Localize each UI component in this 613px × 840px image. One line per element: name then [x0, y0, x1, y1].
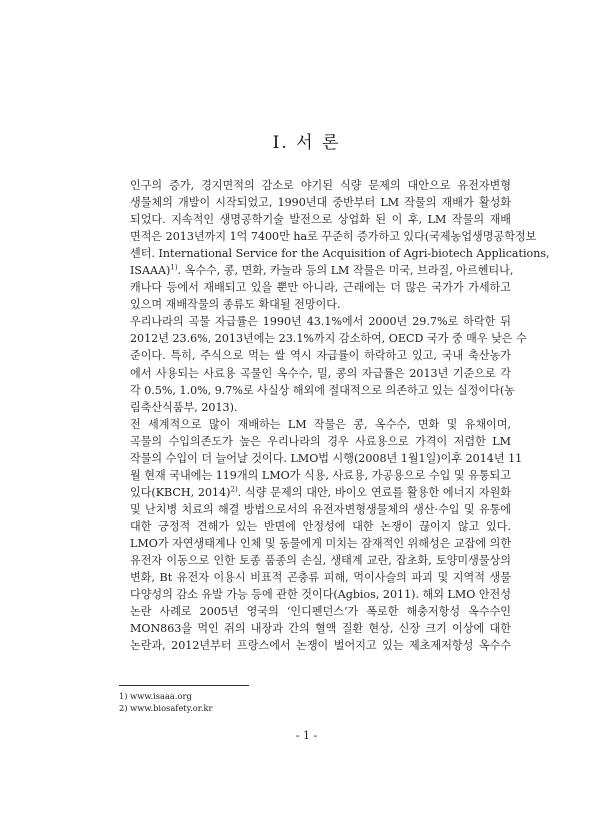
text-line: 전 세계적으로 많이 재배하는 LM 작물은 콩, 옥수수, 면화 및 유채이며,	[130, 417, 511, 431]
text-line: 및 난치병 치료의 해결 방법으로서의 유전자변형생물체의 생산·수입 및 유통에	[130, 502, 511, 516]
text-line: 대한 긍정적 견해가 있는 반면에 안정성에 대한 논쟁이 끊이지 않고 있다.	[130, 519, 511, 533]
text-line: 인구의 증가, 경지면적의 감소로 야기된 식량 문제의 대안으로 유전자변형	[130, 179, 511, 192]
chapter-title: Ⅰ. 서 론	[272, 133, 341, 153]
text-line: 되었다. 지속적인 생명공학기술 발전으로 상업화 된 이 후, LM 작물의 재배	[130, 213, 511, 227]
paragraph-3	[119, 416, 523, 655]
footnotes	[119, 690, 213, 714]
text-line: 각 0.5%, 1.0%, 9.7%로 사실상 해외에 절대적으로 의존하고 있는 실정이다(농	[130, 383, 515, 397]
footnote-2: 2) www.biosafety.or.kr	[119, 703, 213, 713]
text-line: 생물체의 개발이 시작되었고, 1990년대 중반부터 LM 작물의 재배가 활성화	[130, 196, 511, 210]
footnote-divider	[119, 685, 249, 686]
paragraph-2	[119, 313, 527, 415]
text-line: ISAAA)$^{1)}$. 옥수수, 콩, 면화, 카놀라 등의 LM 작물은 미국, 브라질, 아르헨티나,	[130, 263, 514, 278]
text-line: 2012년 23.6%, 2013년에는 23.1%까지 감소하여, OECD 국가 중 매우 낮은 수	[130, 332, 527, 346]
paragraph-1	[119, 177, 550, 313]
text-line: 있으며 재배작물의 종류도 확대될 전망이다.	[130, 298, 341, 312]
text-line: 센터. International Service for the Acquisition of Agri-biotech Applications,	[130, 247, 550, 261]
text-line: 우리나라의 곡물 자급률은 1990년 43.1%에서 2000년 29.7%로 하락한 뒤	[130, 315, 511, 329]
text-line: 면적은 2013년까지 1억 7400만 ha로 꾸준히 증가하고 있다(국제농업생명공학정보	[130, 230, 537, 244]
text-line: 에서 사용되는 사료용 곡물인 옥수수, 밀, 콩의 자급률은 2013년 기준으로 각	[130, 366, 511, 380]
text-line: 준이다. 특히, 주식으로 먹는 쌀 역시 자급률이 하락하고 있고, 국내 축산농가	[130, 349, 511, 363]
text-line: 유전자 이동으로 인한 토종 품종의 손실, 생태계 교란, 잡초화, 토양미생물상의	[130, 554, 511, 568]
text-line: 다양성의 감소 유발 가능 등에 관한 것이다(Agbios, 2011). 해외 LMO 안전성	[130, 588, 511, 602]
text-line: 있다(KBCH, 2014)$^{2)}$. 식량 문제의 대안, 바이오 연료를 활용한 에너지 자원화	[130, 485, 512, 499]
footnote-marker: 1)	[170, 263, 178, 272]
text-line: 변화, Bt 유전자 이용시 비표적 곤충류 피해, 먹이사슬의 파괴 및 지역적 생물	[130, 571, 511, 585]
text-line: 논란과, 2012년부터 프랑스에서 논쟁이 벌어지고 있는 제초제저항성 옥수수	[130, 639, 511, 653]
text-line: 작물의 수입이 더 늘어날 것이다. LMO법 시행(2008년 1월1일)이후 2014년 11	[130, 451, 523, 465]
text-line: 림축산식품부, 2013).	[130, 400, 238, 414]
text-line: 캐나다 등에서 재배되고 있을 뿐만 아니라, 근래에는 더 많은 국가가 가세하고	[130, 281, 511, 295]
footnote-1: 1) www.isaaa.org	[119, 691, 192, 701]
page-number: - 1 -	[295, 729, 318, 742]
text-line: MON863을 먹인 쥐의 내장과 간의 혈액 질환 현상, 신장 크기 이상에 대한	[130, 622, 511, 636]
body-text	[119, 177, 550, 654]
text-line: 논란 사례로 2005년 영국의 ‘인디펜던스’가 폭로한 해충저항성 옥수수인	[130, 605, 511, 619]
text-line: LMO가 자연생태계나 인체 및 동물에게 미치는 잠재적인 위해성은 교잡에 의한	[130, 536, 512, 550]
text-line: 곡물의 수입의존도가 높은 우리나라의 경우 사료용으로 가격이 저렴한 LM	[130, 434, 511, 448]
footnote-marker: 2)	[230, 485, 238, 494]
text-line: 월 현재 국내에는 119개의 LMO가 식용, 사료용, 가공용으로 수입 및 유통되고	[130, 468, 511, 482]
